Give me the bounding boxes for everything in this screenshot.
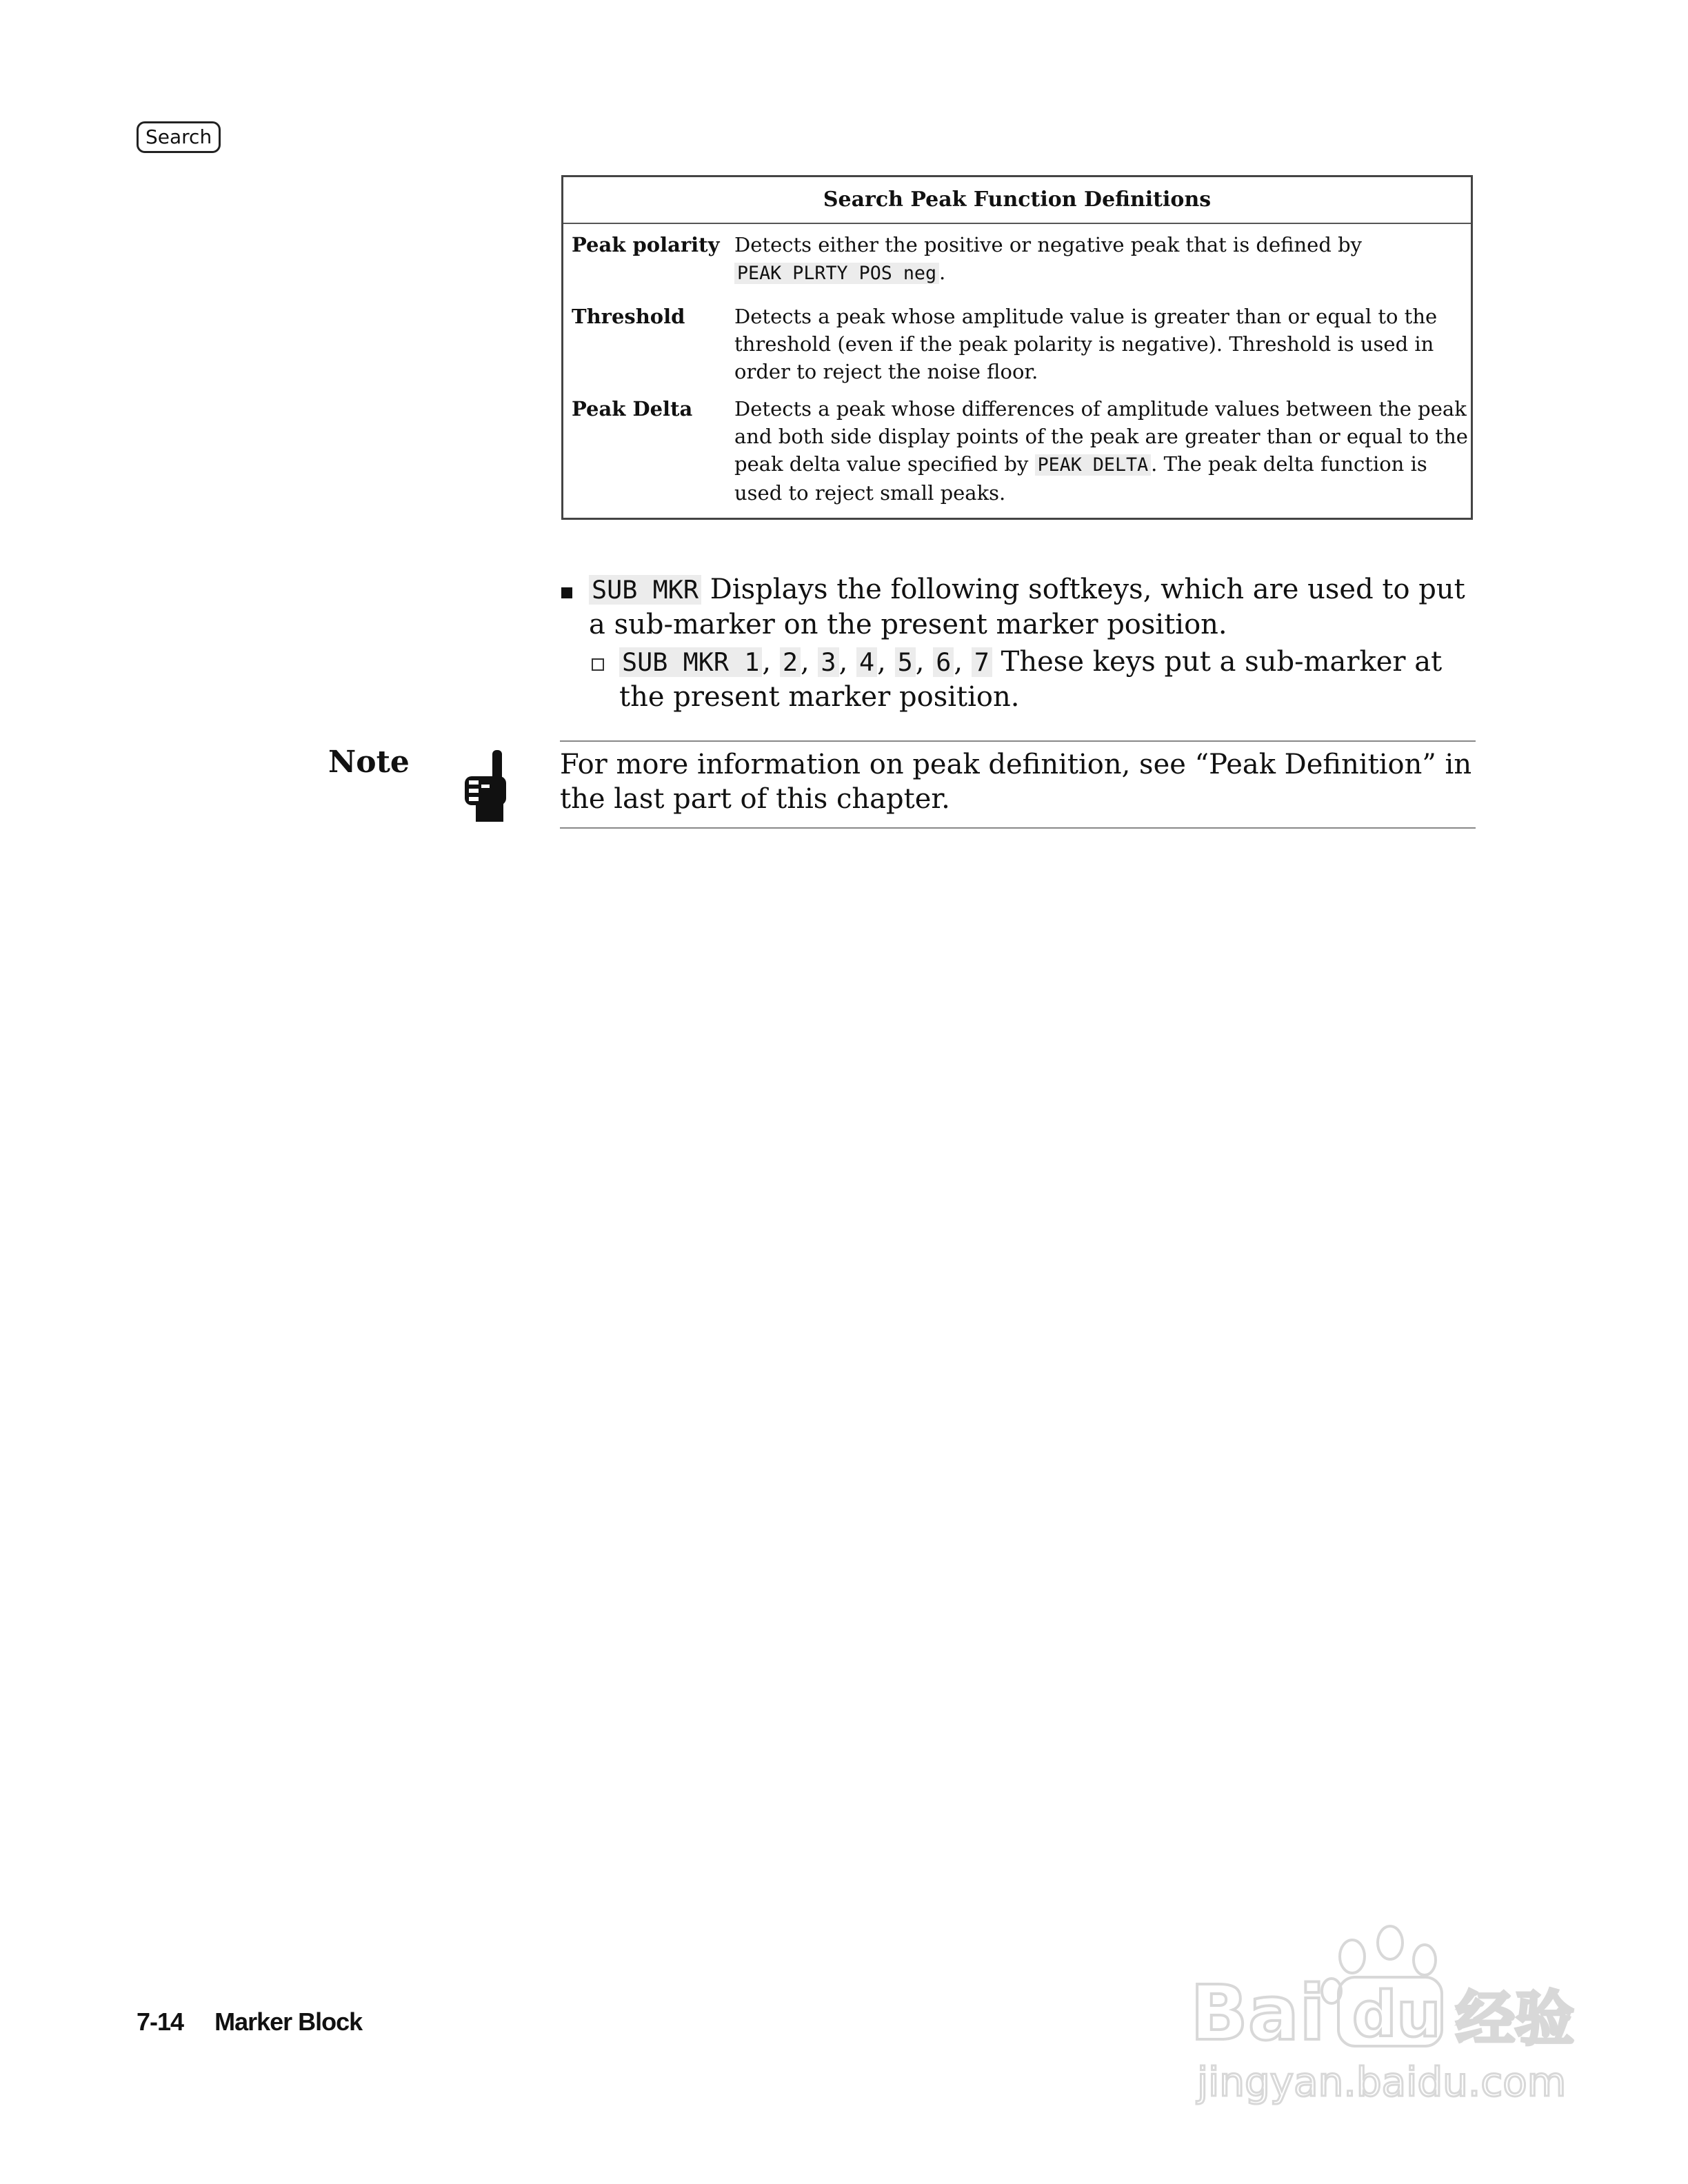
sub-mkr-1-softkey: SUB MKR 1 xyxy=(619,647,762,677)
sub-mkr-5-softkey: 5 xyxy=(895,647,916,677)
sub-mkr-2-softkey: 2 xyxy=(780,647,801,677)
peak-delta-softkey: PEAK DELTA xyxy=(1035,454,1152,476)
pointing-hand-icon xyxy=(462,749,517,825)
definition-text: Detects a peak whose amplitude value is greater than or equal to the threshold (even if the peak polarity is negative). Threshold is used in order to reject the noise floor. xyxy=(734,305,1438,383)
svg-text:du: du xyxy=(1352,1979,1441,2051)
svg-text:Bai: Bai xyxy=(1190,1969,1325,2057)
sub-mkr-4-softkey: 4 xyxy=(856,647,877,677)
list-item: SUB MKR 1 , 2 , 3 , 4 , 5 , 6 , 7 These keys put a sub-marker at the present marker position. xyxy=(560,645,1477,714)
square-bullet-icon xyxy=(561,587,572,598)
search-hardkey: Search xyxy=(137,121,221,153)
term-peak-polarity: Peak polarity xyxy=(572,233,720,256)
svg-text:jingyan.baidu.com: jingyan.baidu.com xyxy=(1197,2059,1567,2105)
sub-mkr-6-softkey: 6 xyxy=(933,647,954,677)
page-number: 7-14 xyxy=(137,2008,184,2036)
definitions-table xyxy=(561,175,1473,520)
sub-mkr-3-softkey: 3 xyxy=(818,647,838,677)
sub-mkr-softkey: SUB MKR xyxy=(589,575,701,605)
svg-text:经验: 经验 xyxy=(1456,1985,1574,2054)
note-text: For more information on peak definition, see “Peak Definition” in the last part of this chapter. xyxy=(560,749,1472,815)
note-label: Note xyxy=(328,745,410,780)
softkey-list xyxy=(560,572,1477,714)
sub-mkr-7-softkey: 7 xyxy=(972,647,992,677)
page-footer xyxy=(137,2008,362,2036)
list-item: SUB MKR Displays the following softkeys, which are used to put a sub-marker on the present marker position. xyxy=(560,572,1477,642)
note-divider-bottom xyxy=(560,827,1476,829)
term-threshold: Threshold xyxy=(572,305,685,328)
peak-polarity-softkey: PEAK PLRTY POS neg xyxy=(734,263,939,284)
note-divider-top xyxy=(560,740,1476,742)
table-title: Search Peak Function Definitions xyxy=(563,177,1471,224)
definition-text: Detects either the positive or negative peak that is defined by PEAK PLRTY POS neg . xyxy=(734,233,1363,284)
hollow-bullet-icon xyxy=(592,658,604,671)
baidu-jingyan-watermark-logo xyxy=(1183,1908,1583,2108)
definition-text: Detects a peak whose differences of amplitude values between the peak and both side display points of the peak are greater than or equal to the peak delta value specified by PEAK DELTA . The peak delta function is used to reject small peaks. xyxy=(734,397,1468,505)
term-peak-delta: Peak Delta xyxy=(572,397,693,421)
section-title: Marker Block xyxy=(214,2008,363,2036)
